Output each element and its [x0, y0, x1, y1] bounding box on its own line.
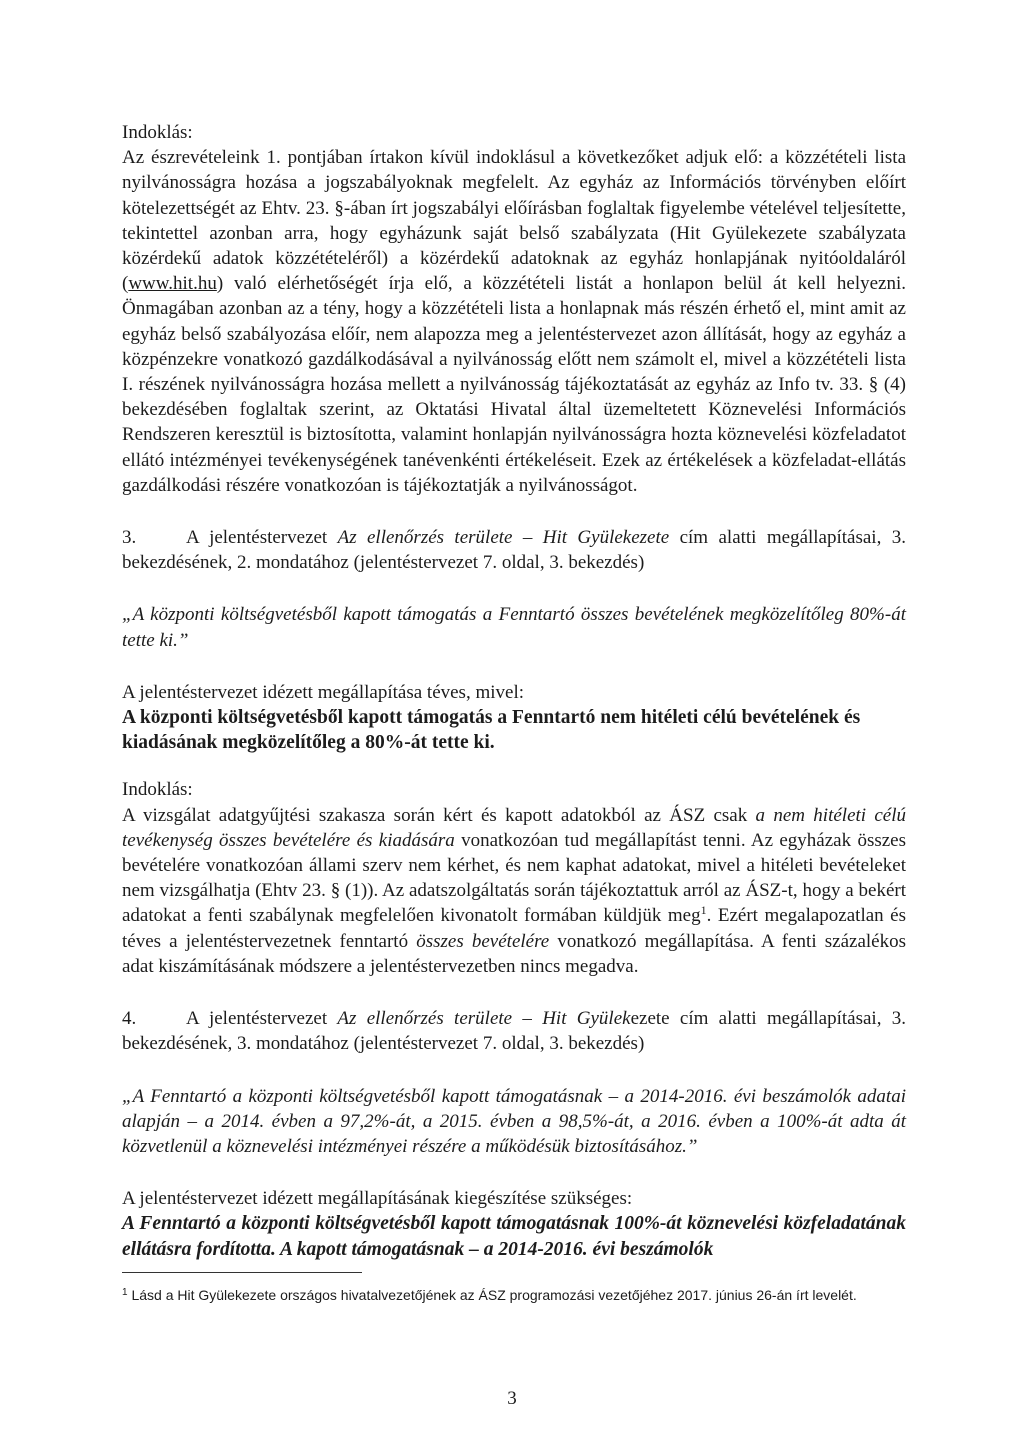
footnote-mark: 1 [122, 1287, 128, 1298]
section-4-quote: „A Fenntartó a központi költségvetésből kapott támogatásnak – a 2014-2016. évi beszámolók adatai alapján – a 2014. évben a 97,2%-át, a 2015. évben a 98,5%-át, a 2016. évben a 100%-át adta át közvetlenül a köznevelési intézményei részére a működésük biztosításához.” [122, 1085, 906, 1157]
section-4-intro: A jelentéstervezet idézett megállapításának kiegészítése szükséges: [122, 1188, 633, 1210]
reasoning-paragraph-1: Az észrevételeink 1. pontjában írtakon kívül indoklásul a következőket adjuk elő: a közzétételi lista nyilvánosságra hozása a jogszabályoknak megfelelt. Az egyház az Információs törvényben előírt kötelezettségét az Ehtv. 23. §-ában írt jogszabályi előírásban foglaltak figyelembe vételével teljesítette, tekintettel azonban arra, hogy egyházunk saját belső szabályzata (Hit Gyülekezete szabályzata közérdekű adatok közzétételéről) a közérdekű adatoknak az egyház honlapjának nyitóoldaláról (www.hit.hu) való elérhetőségét írja elő, a közzétételi listát a honlapon belül át kell helyezni. Önmagában azonban az a tény, hogy a közzétételi lista a honlapnak más részén érhető el, mint amit az egyház belső szabályozása előír, nem alapozza meg a jelentéstervezet azon állítását, hogy az egyház a közpénzekre vonatkozó gazdálkodásával a nyilvánosság előtt nem számolt el, mivel a közzétételi lista I. részének nyilvánosságra hozása mellett a nyilvánosság tájékoztatását az egyház az Info tv. 33. § (4) bekezdésében foglaltak szerint, az Oktatási Hivatal által üzemeltetett Köznevelési Információs Rendszeren keresztül is biztosította, valamint honlapján nyilvánosságra hozta köznevelési közfeladatot ellátó intézményei tevékenységének tanévenkénti értékeléseit. Ezek az értékelések a közfeladat-ellátás gazdálkodási részére vonatkozóan is tájékoztatják a nyilvánosságot. [122, 147, 906, 496]
section-4-title: 4. A jelentéstervezet Az ellenőrzés területe – Hit Gyülekezete cím alatti megállapításai, 3. bekezdésének, 3. mondatához (jelentéstervezet 7. oldal, 3. bekezdés) [122, 1008, 906, 1055]
page-body [122, 120, 906, 1262]
website-link[interactable]: www.hit.hu [128, 273, 217, 295]
section-3-number: 3. [122, 527, 137, 549]
section-4-number: 4. [122, 1008, 137, 1030]
footnote-text: Lásd a Hit Gyülekezete országos hivatalvezetőjének az ÁSZ programozási vezetőjéhez 2017. június 26-án írt levelét. [127, 1287, 857, 1303]
section-3-quote: „A központi költségvetésből kapott támogatás a Fenntartó összes bevételének megközelítőleg 80%-át tette ki.” [122, 604, 906, 651]
reasoning-heading-2: Indoklás: [122, 779, 193, 801]
section-4-correction: A Fenntartó a központi költségvetésből kapott támogatásnak 100%-át köznevelési közfeladatának ellátásra fordította. A kapott támogatásnak – a 2014-2016. évi beszámolók [122, 1213, 906, 1260]
reasoning-heading-1: Indoklás: [122, 122, 193, 143]
footnote [122, 1284, 906, 1306]
reasoning-paragraph-2: A vizsgálat adatgyűjtési szakasza során kért és kapott adatokból az ÁSZ csak a nem hitéleti célú tevékenység összes bevételére és kiadására vonatkozóan tud megállapítást tenni. Az egyházak összes bevételére vonatkozóan állami szerv nem kérhet, és nem kaphat adatokat, mivel a hitéleti bevételeket nem vizsgálhatja (Ehtv 23. § (1)). Az adatszolgáltatás során tájékoztattuk arról az ÁSZ-t, hogy a bekért adatokat a fenti szabálynak megfelelően kivonatolt formában küldjük meg$^1$. Ezért megalapozatlan és téves a jelentéstervezetnek fenntartó összes bevételére vonatkozó megállapítása. A fenti százalékos adat kiszámításának módszere a jelentéstervezetben nincs megadva. [122, 804, 907, 977]
section-3-intro: A jelentéstervezet idézett megállapítása téves, mivel: [122, 681, 524, 703]
footnote-divider [122, 1272, 362, 1273]
page-number: 3 [507, 1388, 517, 1409]
section-3-title: 3. A jelentéstervezet Az ellenőrzés területe – Hit Gyülekezete cím alatti megállapításai, 3. bekezdésének, 2. mondatához (jelentéstervezet 7. oldal, 3. bekezdés) [122, 527, 906, 574]
section-3-correction: A központi költségvetésből kapott támogatás a Fenntartó nem hitéleti célú bevételének és kiadásának megközelítőleg a 80%-át tette ki. [122, 707, 861, 754]
footnote-reference[interactable]: 1 [700, 903, 707, 918]
